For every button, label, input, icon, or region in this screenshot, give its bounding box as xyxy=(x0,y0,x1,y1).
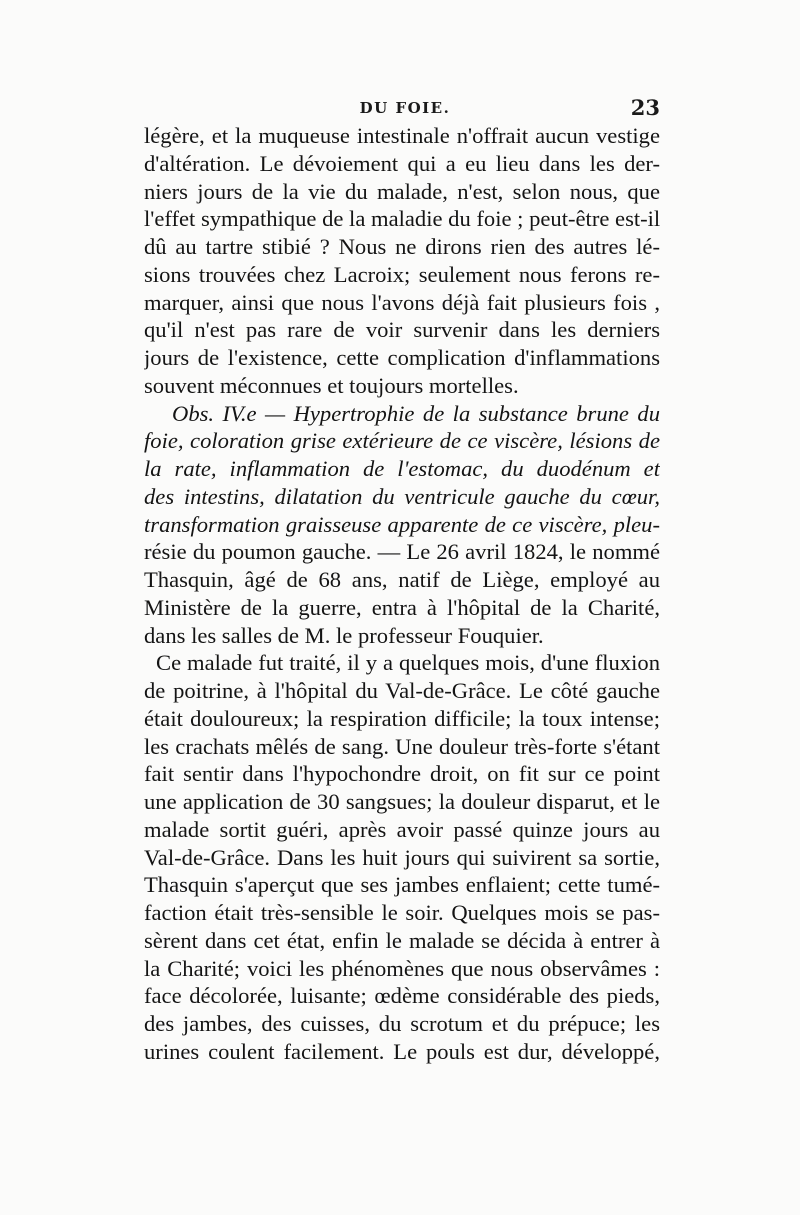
observation-heading-line: transformation graisseuse apparente de ce viscère, pleu- xyxy=(144,511,660,537)
observation-heading-line: la rate, inflammation de l'estomac, du duodénum et xyxy=(144,456,660,481)
text-line: face décolorée, luisante; œdème considérable des pieds, xyxy=(144,983,660,1009)
text-line: résie du poumon gauche. — Le 26 avril 1824, le nommé xyxy=(144,539,660,565)
text-line: les crachats mêlés de sang. Une douleur très-forte s'étant xyxy=(144,733,660,759)
observation-heading-line: Obs. IV.e — Hypertrophie de la substance brune du xyxy=(172,400,660,426)
text-line: qu'il n'est pas rare de voir survenir dans les derniers xyxy=(144,317,660,343)
text-line: faction était très-sensible le soir. Quelques mois se pas- xyxy=(144,900,660,925)
text-line: de poitrine, à l'hôpital du Val-de-Grâce. Le côté gauche xyxy=(144,678,660,703)
text-line: sèrent dans cet état, enfin le malade se décida à entrer à xyxy=(144,927,660,953)
text-line: Thasquin s'aperçut que ses jambes enflaient; cette tumé- xyxy=(144,872,660,898)
text-line: dans les salles de M. le professeur Fouquier. xyxy=(144,622,544,648)
text-line: légère, et la muqueuse intestinale n'offrait aucun vestige xyxy=(144,123,660,148)
text-line: était douloureux; la respiration difficile; la toux intense; xyxy=(144,705,660,731)
observation-heading-line: foie, coloration grise extérieure de ce viscère, lésions de xyxy=(144,428,660,454)
page-number: 23 xyxy=(630,95,660,120)
text-line: la Charité; voici les phénomènes que nous observâmes : xyxy=(144,955,660,981)
text-line: Thasquin, âgé de 68 ans, natif de Liège, employé au xyxy=(144,567,660,592)
text-line: urines coulent facilement. Le pouls est dur, développé, xyxy=(144,1038,660,1064)
text-line: sions trouvées chez Lacroix; seulement nous ferons re- xyxy=(144,261,660,287)
text-line: d'altération. Le dévoiement qui a eu lieu dans les der- xyxy=(144,150,660,176)
text-line: jours de l'existence, cette complication d'inflammations xyxy=(144,345,660,370)
text-line: Ministère de la guerre, entra à l'hôpital de la Charité, xyxy=(144,594,660,620)
text-line: des jambes, des cuisses, du scrotum et du prépuce; les xyxy=(144,1011,660,1036)
text-line: Val-de-Grâce. Dans les huit jours qui suivirent sa sortie, xyxy=(144,844,660,870)
text-line: niers jours de la vie du malade, n'est, selon nous, que xyxy=(144,178,660,204)
text-line: souvent méconnues et toujours mortelles. xyxy=(144,372,519,398)
running-head: DU FOIE. xyxy=(359,99,451,117)
text-line: dû au tartre stibié ? Nous ne dirons rien des autres lé- xyxy=(144,234,660,259)
text-line: malade sortit guéri, après avoir passé quinze jours au xyxy=(144,816,660,842)
text-line: fait sentir dans l'hypochondre droit, on fit sur ce point xyxy=(144,761,660,787)
page-header xyxy=(150,93,660,121)
text-line: l'effet sympathique de la maladie du foie ; peut-être est-il xyxy=(144,206,660,232)
observation-heading-line: des intestins, dilatation du ventricule gauche du cœur, xyxy=(144,483,660,509)
text-line: Ce malade fut traité, il y a quelques mois, d'une fluxion xyxy=(156,650,660,676)
text-line: marquer, ainsi que nous l'avons déjà fait plusieurs fois , xyxy=(144,289,660,315)
text-line: une application de 30 sangsues; la douleur disparut, et le xyxy=(144,789,660,814)
body-text xyxy=(144,122,660,1066)
